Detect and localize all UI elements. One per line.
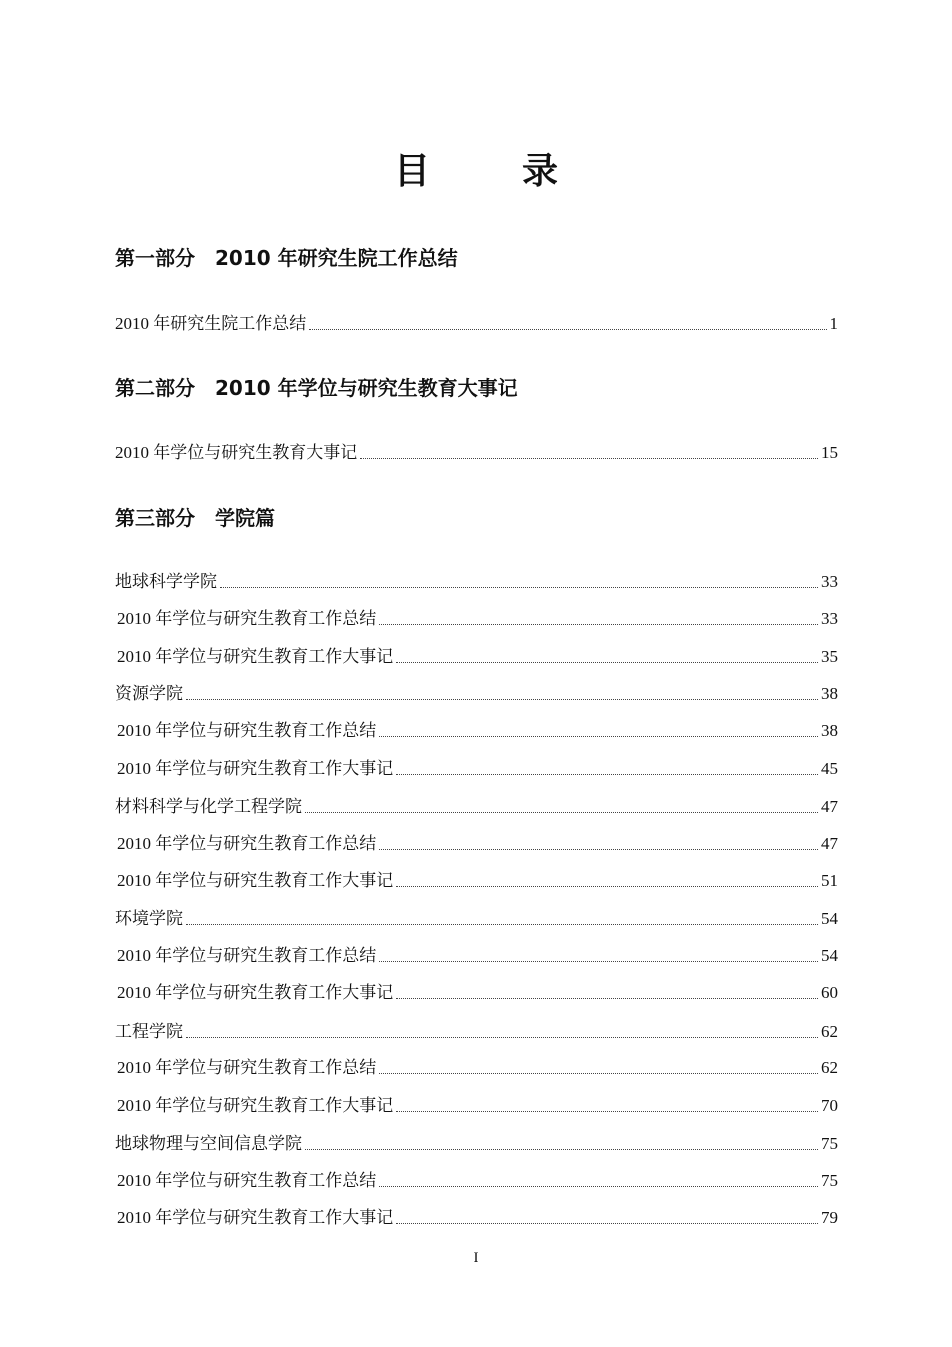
toc-entry-label: 2010 年学位与研究生教育工作总结 xyxy=(117,834,377,853)
toc-entry-label: 2010 年学位与研究生教育工作大事记 xyxy=(117,647,394,666)
toc-entry-page: 47 xyxy=(821,834,838,853)
toc-entry-sub[interactable] xyxy=(117,980,838,1004)
toc-entry-page: 51 xyxy=(821,871,838,890)
toc-entry-page: 75 xyxy=(821,1134,838,1153)
toc-entry-label: 2010 年学位与研究生教育工作总结 xyxy=(117,721,377,740)
toc-entry-page: 38 xyxy=(821,684,838,703)
toc-entry-label: 环境学院 xyxy=(115,909,183,928)
toc-entry-page: 75 xyxy=(821,1171,838,1190)
part-heading: 第二部分 2010 年学位与研究生教育大事记 xyxy=(115,376,518,400)
dot-leader xyxy=(379,735,818,737)
dot-leader xyxy=(379,960,818,962)
toc-entry-label: 2010 年学位与研究生教育工作总结 xyxy=(117,609,377,628)
toc-entry-sub[interactable] xyxy=(117,756,838,780)
toc-entry-sub[interactable] xyxy=(117,606,838,630)
dot-leader xyxy=(186,698,818,700)
dot-leader xyxy=(396,1110,818,1112)
toc-entry-page: 60 xyxy=(821,983,838,1002)
toc-entry-sub[interactable] xyxy=(117,718,838,742)
toc-entry[interactable] xyxy=(115,311,838,335)
toc-entry-college[interactable] xyxy=(115,569,838,593)
dot-leader xyxy=(396,773,818,775)
dot-leader xyxy=(396,997,818,999)
toc-entry-college[interactable] xyxy=(115,681,838,705)
dot-leader xyxy=(396,1222,818,1224)
dot-leader xyxy=(360,457,818,459)
toc-entry-page: 62 xyxy=(821,1058,838,1077)
part-heading: 第三部分 学院篇 xyxy=(115,506,275,530)
dot-leader xyxy=(305,811,818,813)
toc-entry-page: 35 xyxy=(821,647,838,666)
toc-entry-label: 资源学院 xyxy=(115,684,183,703)
toc-entry-college[interactable] xyxy=(115,1019,838,1043)
page-number-footer: I xyxy=(473,1250,479,1266)
toc-entry-label: 2010 年学位与研究生教育工作大事记 xyxy=(117,759,394,778)
toc-entry-page: 47 xyxy=(821,797,838,816)
part-heading: 第一部分 2010 年研究生院工作总结 xyxy=(115,246,458,270)
page-title: 目 录 xyxy=(393,151,586,192)
toc-entry-college[interactable] xyxy=(115,1131,838,1155)
dot-leader xyxy=(396,885,818,887)
toc-entry-page: 79 xyxy=(821,1208,838,1227)
toc-entry-page: 38 xyxy=(821,721,838,740)
toc-entry-page: 54 xyxy=(821,946,838,965)
toc-entry-page: 70 xyxy=(821,1096,838,1115)
toc-entry-label: 材料科学与化学工程学院 xyxy=(115,797,302,816)
toc-entry-page: 33 xyxy=(821,609,838,628)
toc-entry-sub[interactable] xyxy=(117,644,838,668)
toc-entry-label: 工程学院 xyxy=(115,1022,183,1041)
toc-entry-label: 地球科学学院 xyxy=(115,572,217,591)
toc-entry-sub[interactable] xyxy=(117,1205,838,1229)
dot-leader xyxy=(220,586,818,588)
dot-leader xyxy=(305,1148,818,1150)
toc-entry-college[interactable] xyxy=(115,794,838,818)
toc-entry-sub[interactable] xyxy=(117,1168,838,1192)
toc-entry-page: 54 xyxy=(821,909,838,928)
dot-leader xyxy=(379,1072,818,1074)
toc-entry-page: 45 xyxy=(821,759,838,778)
toc-entry-label: 2010 年学位与研究生教育工作总结 xyxy=(117,1171,377,1190)
dot-leader xyxy=(379,1185,818,1187)
toc-entry-label: 2010 年学位与研究生教育工作大事记 xyxy=(117,1096,394,1115)
toc-entry-page: 33 xyxy=(821,572,838,591)
toc-entry-sub[interactable] xyxy=(117,831,838,855)
toc-entry-page: 15 xyxy=(821,443,838,462)
toc-entry-sub[interactable] xyxy=(117,1093,838,1117)
dot-leader xyxy=(186,923,818,925)
toc-entry-page: 1 xyxy=(829,314,838,333)
toc-entry[interactable] xyxy=(115,440,838,464)
dot-leader xyxy=(309,328,826,330)
dot-leader xyxy=(396,661,818,663)
toc-entry-sub[interactable] xyxy=(117,943,838,967)
toc-entry-label: 2010 年学位与研究生教育大事记 xyxy=(115,443,358,462)
toc-entry-college[interactable] xyxy=(115,906,838,930)
toc-entry-label: 2010 年学位与研究生教育工作大事记 xyxy=(117,983,394,1002)
toc-entry-label: 2010 年学位与研究生教育工作总结 xyxy=(117,946,377,965)
toc-entry-label: 2010 年学位与研究生教育工作总结 xyxy=(117,1058,377,1077)
toc-entry-sub[interactable] xyxy=(117,868,838,892)
toc-entry-label: 2010 年学位与研究生教育工作大事记 xyxy=(117,1208,394,1227)
toc-entry-label: 地球物理与空间信息学院 xyxy=(115,1134,302,1153)
dot-leader xyxy=(186,1036,818,1038)
toc-entry-label: 2010 年学位与研究生教育工作大事记 xyxy=(117,871,394,890)
toc-entry-label: 2010 年研究生院工作总结 xyxy=(115,314,307,333)
toc-entry-page: 62 xyxy=(821,1022,838,1041)
dot-leader xyxy=(379,623,818,625)
dot-leader xyxy=(379,848,818,850)
toc-entry-sub[interactable] xyxy=(117,1055,838,1079)
